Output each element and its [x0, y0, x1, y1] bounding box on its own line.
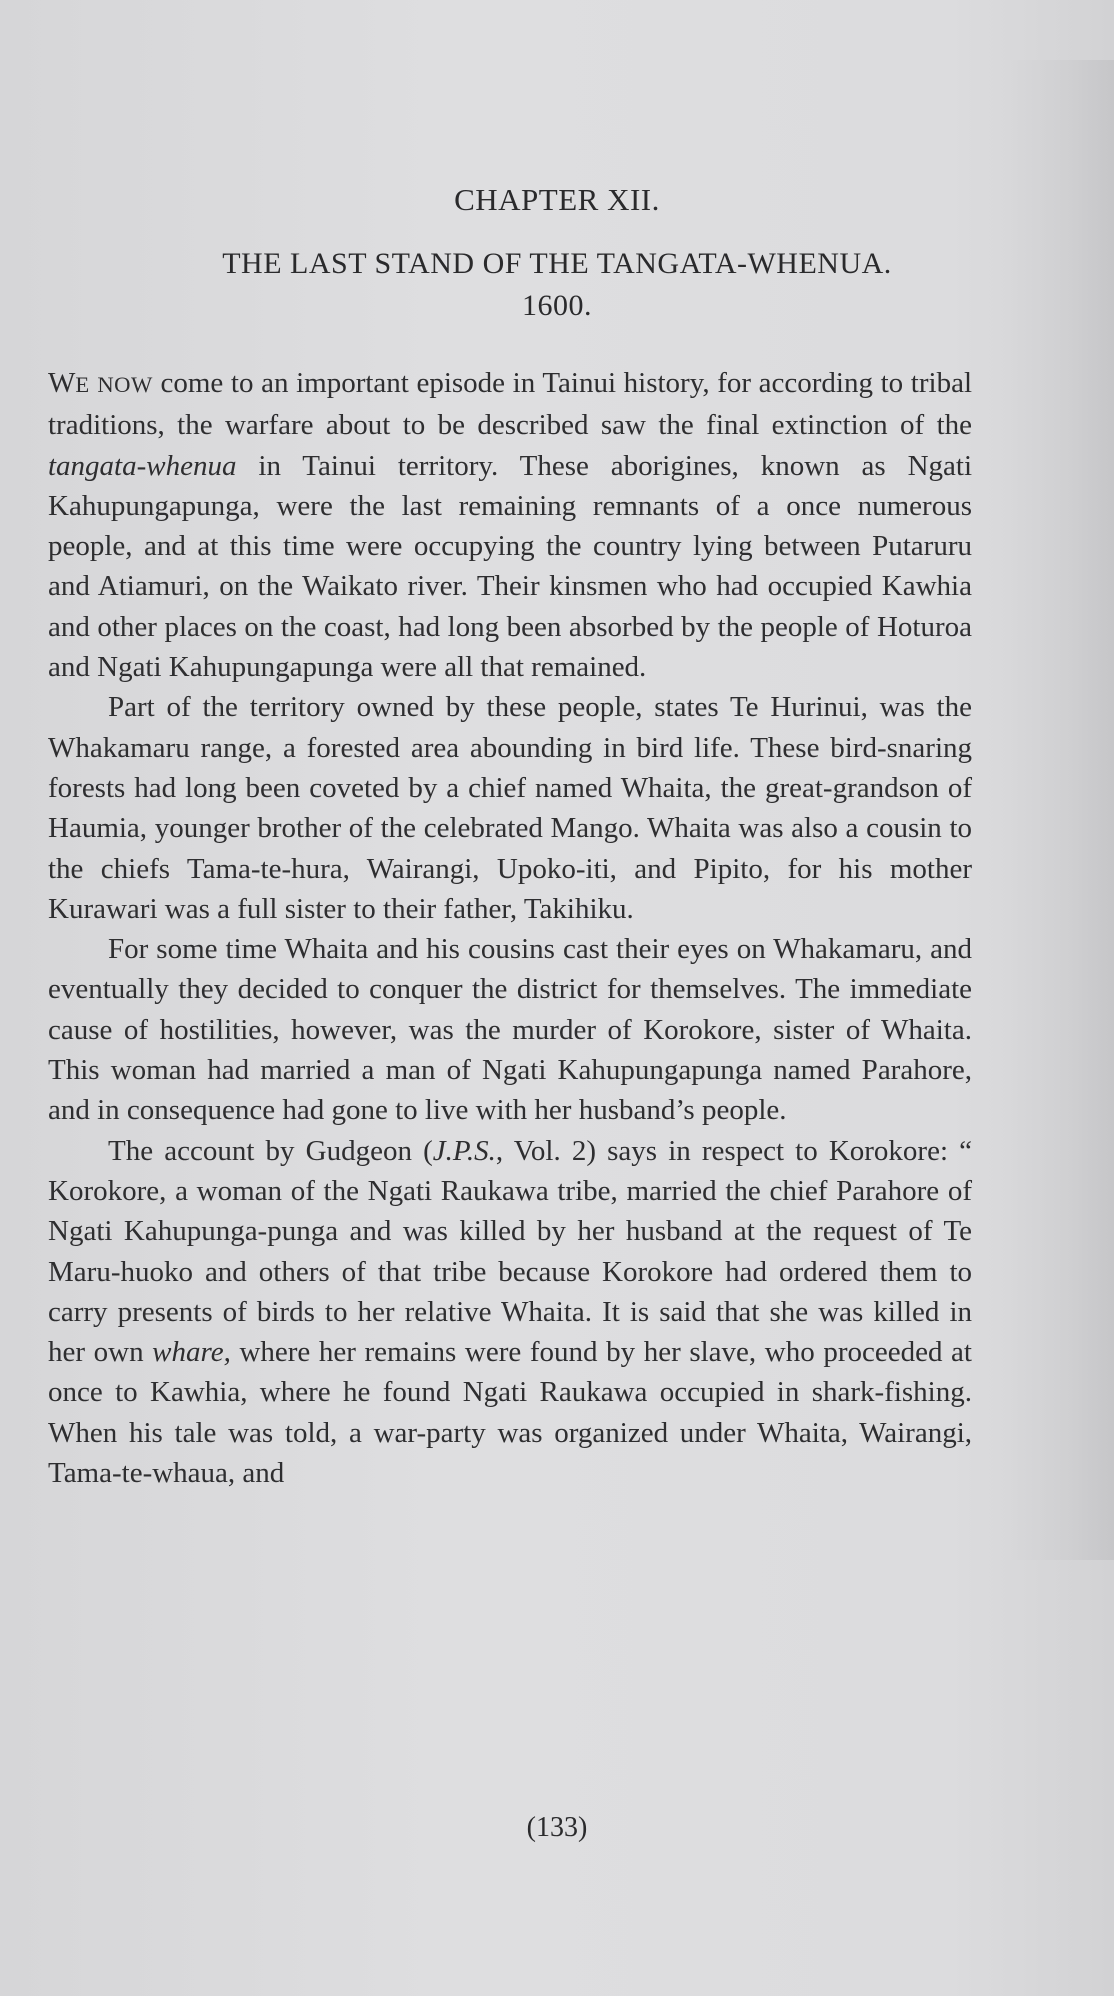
paragraph-4-italic-whare: whare, — [152, 1336, 231, 1369]
paragraph-1-italic: tangata-whenua — [48, 449, 237, 482]
chapter-heading: CHAPTER XII. — [454, 182, 660, 217]
chapter-year: 1600. — [522, 289, 592, 322]
chapter-title: THE LAST STAND OF THE TANGATA-WHENUA. — [222, 247, 892, 280]
chapter-title-block — [0, 243, 1114, 327]
paragraph-1-text-b: in Tainui territory. These aborigines, known as Ngati Kahupungapunga, were the last remaining remnants of a once numerous people, and at this time were occupying the country lying between Putaruru and Atiamuri, on the Waikato river. Their kinsmen who had occupied Kawhia and other places on the coast, had long been absorbed by the people of Hoturoa and Ngati Kahupungapunga were all that remained. — [48, 449, 972, 684]
paragraph-4-text-a: The account by Gudgeon ( — [108, 1134, 433, 1167]
opening-capital: W — [48, 367, 76, 399]
page-number: (133) — [526, 1812, 588, 1843]
paragraph-4-text-c: where her remains were found by her slave, who proceeded at once to Kawhia, where he found Ngati Raukawa occupied in shark-fishing. When his tale was told, a war-party was organized under Whaita, Wairangi, Tama-te-whaua, and — [48, 1336, 972, 1490]
paragraph-1 — [48, 363, 972, 687]
body-text — [48, 363, 972, 1493]
opening-small-caps-word: NOW — [97, 372, 153, 397]
paragraph-4-text-b: , Vol. 2) says in respect to Korokore: “ Korokore, a woman of the Ngati Raukawa tribe, married the chief Parahore of Ngati Kahupunga-punga and was killed by her husband at the request of Te Maru-huoko and others of that tribe because Korokore had ordered them to carry presents of birds to her relative Whaita. It is said that she was killed in her own — [48, 1134, 973, 1369]
paragraph-2: Part of the territory owned by these people, states Te Hurinui, was the Whakamaru range, a forested area abounding in bird life. These bird-snaring forests had long been coveted by a chief named Whaita, the great-grandson of Haumia, younger brother of the celebrated Mango. Whaita was also a cousin to the chiefs Tama-te-hura, Wairangi, Upoko-iti, and Pipito, for his mother Kurawari was a full sister to their father, Takihiku. — [48, 691, 972, 925]
paragraph-1-text-a: come to an important episode in Tainui history, for according to tribal traditions, the warfare about to be described saw the final extinction of the — [48, 367, 973, 442]
opening-small-caps: E — [75, 372, 90, 397]
paragraph-4-italic-citation: J.P.S. — [432, 1134, 496, 1167]
paragraph-3: For some time Whaita and his cousins cast their eyes on Whakamaru, and eventually they decided to conquer the district for themselves. The immediate cause of hostilities, however, was the murder of Korokore, sister of Whaita. This woman had married a man of Ngati Kahupungapunga named Parahore, and in consequence had gone to live with her husband’s people. — [48, 933, 972, 1127]
paragraph-4 — [48, 1131, 972, 1494]
